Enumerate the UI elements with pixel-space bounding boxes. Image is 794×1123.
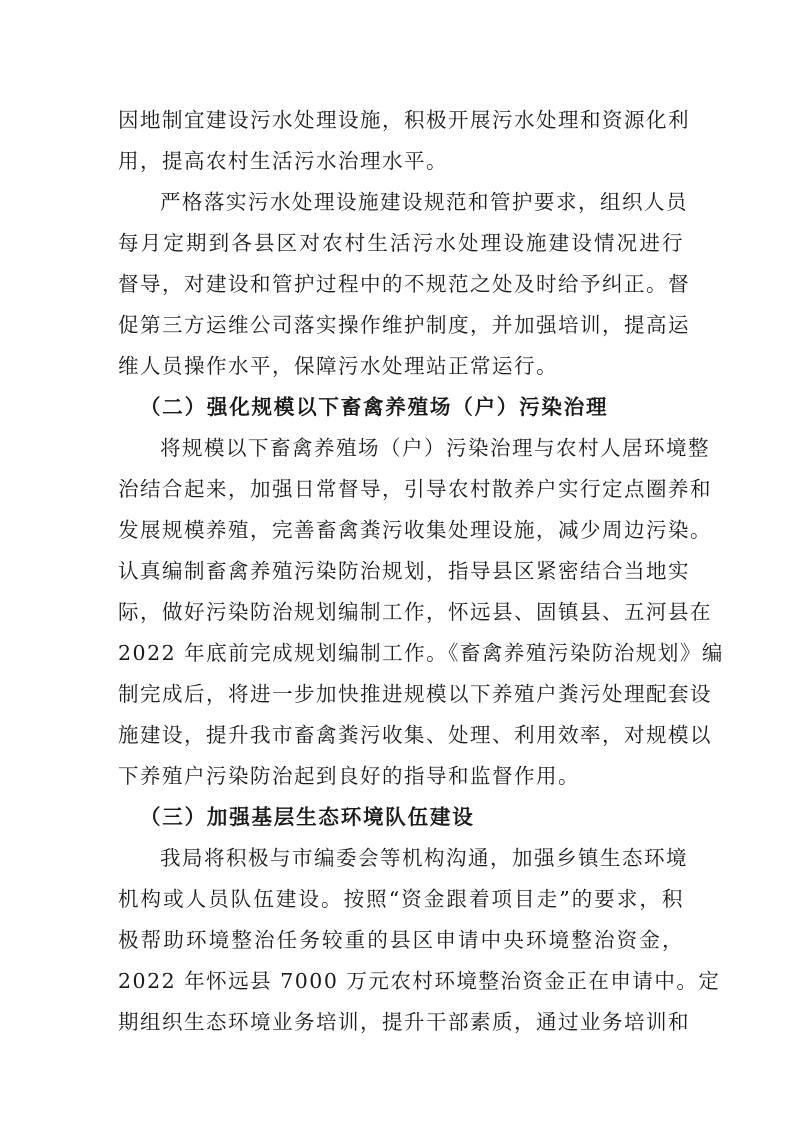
paragraph-4-line-3: 极帮助环境整治任务较重的县区申请中央环境整治资金， xyxy=(118,928,684,952)
paragraph-3-line-1: 将规模以下畜禽养殖场（户）污染治理与农村人居环境整 xyxy=(160,436,710,460)
paragraph-1-line-1: 因地制宜建设污水处理设施，积极开展污水处理和资源化利 xyxy=(118,108,690,132)
section-heading-3: （三）加强基层生态环境队伍建设 xyxy=(140,805,475,829)
paragraph-4-line-1: 我局将积极与市编委会等机构沟通，加强乡镇生态环境 xyxy=(160,846,688,870)
paragraph-3-line-9: 下养殖户污染防治起到良好的指导和监督作用。 xyxy=(118,764,580,788)
paragraph-3-line-8: 施建设，提升我市畜禽粪污收集、处理、利用效率，对规模以 xyxy=(118,723,712,747)
paragraph-2-line-1: 严格落实污水处理设施建设规范和管护要求，组织人员 xyxy=(160,190,688,214)
paragraph-3-line-3: 发展规模养殖，完善畜禽粪污收集处理设施，减少周边污染。 xyxy=(118,518,712,542)
paragraph-3-line-4: 认真编制畜禽养殖污染防治规划，指导县区紧密结合当地实 xyxy=(118,559,690,583)
paragraph-4-line-4: 2022 年怀远县 7000 万元农村环境整治资金正在申请中。定 xyxy=(118,969,721,993)
paragraph-1-line-2: 用，提高农村生活污水治理水平。 xyxy=(118,149,448,173)
paragraph-4-line-5: 期组织生态环境业务培训，提升干部素质，通过业务培训和 xyxy=(118,1010,690,1034)
paragraph-3-line-5: 际，做好污染防治规划编制工作，怀远县、固镇县、五河县在 xyxy=(118,600,712,624)
paragraph-4-line-2: 机构或人员队伍建设。按照“资金跟着项目走”的要求，积 xyxy=(118,887,684,911)
paragraph-2-line-5: 维人员操作水平，保障污水处理站正常运行。 xyxy=(118,354,558,378)
paragraph-3-line-7: 制完成后，将进一步加快推进规模以下养殖户粪污处理配套设 xyxy=(118,682,712,706)
paragraph-2-line-3: 督导，对建设和管护过程中的不规范之处及时给予纠正。督 xyxy=(118,272,690,296)
paragraph-3-line-2: 治结合起来，加强日常督导，引导农村散养户实行定点圈养和 xyxy=(118,477,712,501)
paragraph-3-line-6: 2022 年底前完成规划编制工作。《畜禽养殖污染防治规划》编 xyxy=(118,641,724,665)
paragraph-2-line-2: 每月定期到各县区对农村生活污水处理设施建设情况进行 xyxy=(118,231,684,255)
section-heading-2: （二）强化规模以下畜禽养殖场（户）污染治理 xyxy=(140,395,609,419)
paragraph-2-line-4: 促第三方运维公司落实操作维护制度，并加强培训，提高运 xyxy=(118,313,690,337)
